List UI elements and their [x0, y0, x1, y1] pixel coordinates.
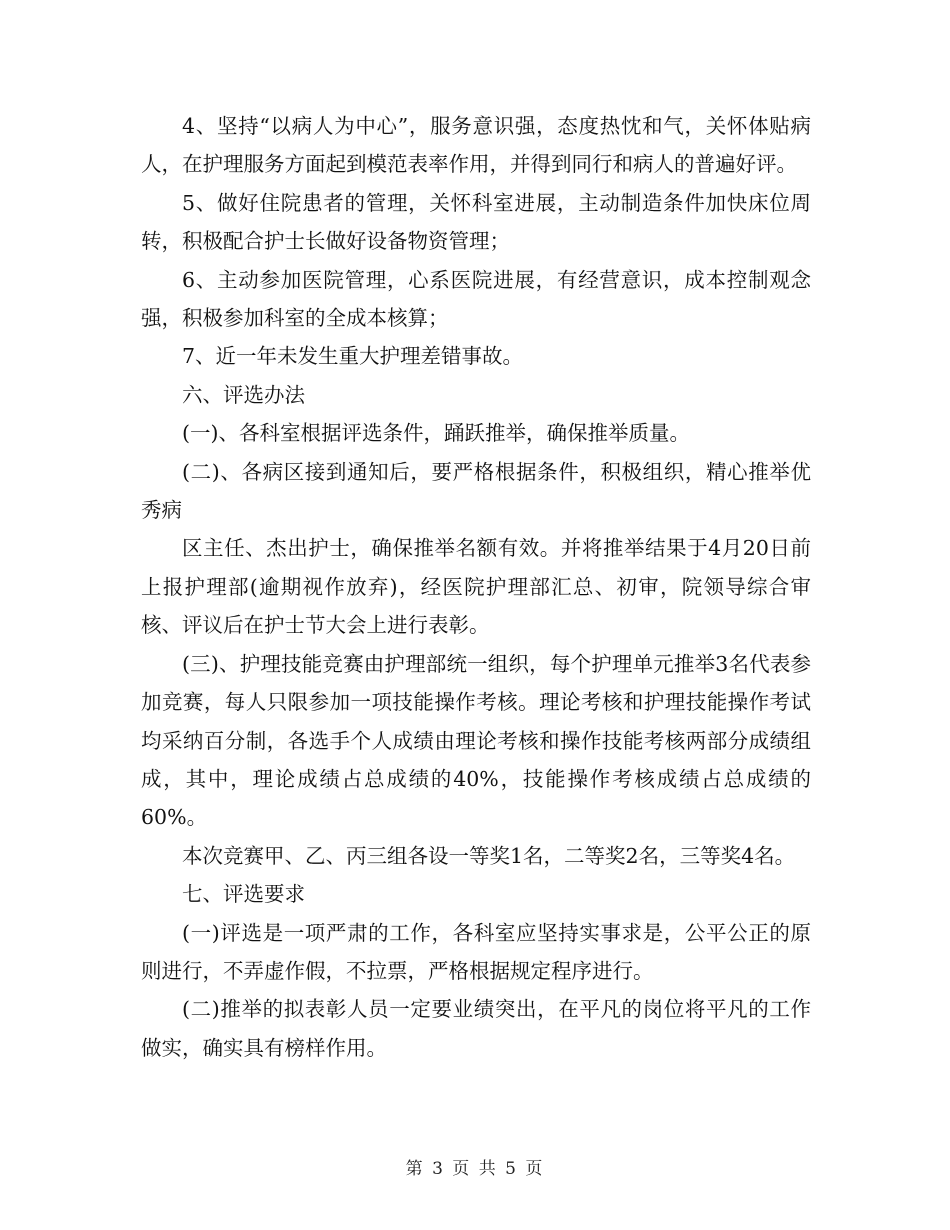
paragraph-item-7: 7、近一年未发生重大护理差错事故。: [182, 344, 524, 369]
paragraph-item-5: 5、做好住院患者的管理，关怀科室进展，主动制造条件加快床位周转，积极配合护士长做好设备物资管理；: [141, 190, 811, 254]
paragraph-requirement-2: (二)推举的拟表彰人员一定要业绩突出，在平凡的岗位将平凡的工作做实，确实具有榜样作用。: [141, 997, 811, 1060]
paragraph-method-1: (一)、各科室根据评选条件，踊跃推举，确保推举质量。: [182, 421, 690, 446]
paragraph-method-2: (二)、各病区接到通知后，要严格根据条件，积极组织，精心推举优秀病: [141, 459, 811, 523]
section-heading-7: 七、评选要求: [182, 882, 305, 907]
paragraph-item-6: 6、主动参加医院管理，心系医院进展，有经营意识，成本控制观念强，积极参加科室的全成本核算；: [141, 267, 811, 331]
paragraph-method-3: (三)、护理技能竞赛由护理部统一组织，每个护理单元推举3名代表参加竞赛，每人只限参加一项技能操作考核。理论考核和护理技能操作考试均采纳百分制，各选手个人成绩由理论考核和操作技能考核两部分成绩组成，其中，理论成绩占总成绩的40%，技能操作考核成绩占总成绩的60%。: [141, 651, 811, 830]
paragraph-item-4: 4、坚持“以病人为中心”，服务意识强，态度热忱和气，关怀体贴病人，在护理服务方面起到模范表率作用，并得到同行和病人的普遍好评。: [141, 114, 811, 177]
section-heading-6: 六、评选办法: [182, 382, 305, 407]
paragraph-requirement-1: (一)评选是一项严肃的工作，各科室应坚持实事求是，公平公正的原则进行，不弄虚作假，不拉票，严格根据规定程序进行。: [141, 920, 811, 983]
page-number-footer: 第 3 页 共 5 页: [405, 1159, 545, 1179]
paragraph-awards: 本次竞赛甲、乙、丙三组各设一等奖1名，二等奖2名，三等奖4名。: [182, 843, 796, 868]
document-body: [141, 107, 811, 1067]
paragraph-method-2-continued: 区主任、杰出护士，确保推举名额有效。并将推举结果于4月20日前上报护理部(逾期视作放弃)，经医院护理部汇总、初审，院领导综合审核、评议后在护士节大会上进行表彰。: [141, 536, 811, 638]
